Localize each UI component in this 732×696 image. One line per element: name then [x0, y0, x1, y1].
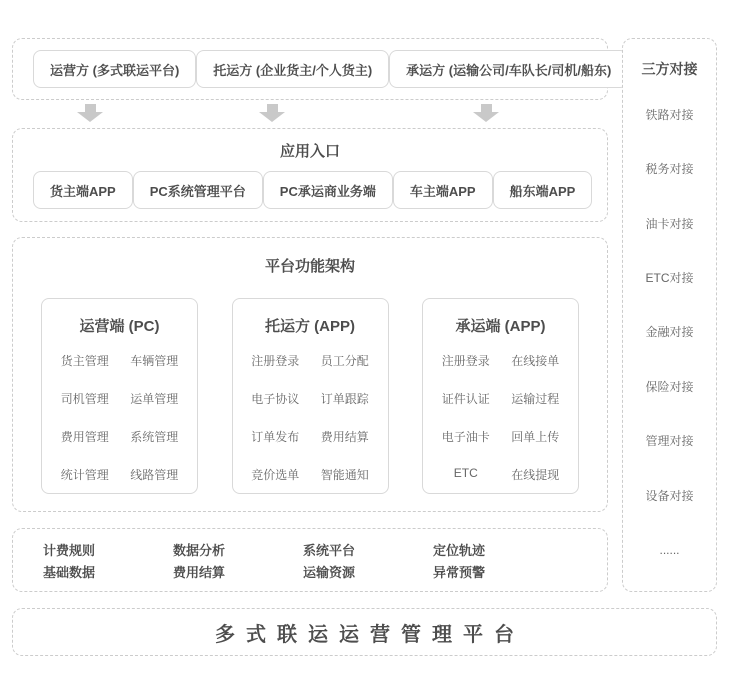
base-feature-item: 运输资源 — [303, 564, 356, 580]
feature-item: 智能通知 — [320, 468, 369, 482]
feature-item: 订单发布 — [251, 430, 300, 444]
feature-item: 车辆管理 — [130, 354, 179, 368]
base-feature-item: 异常预警 — [433, 564, 486, 580]
stakeholder-label: 托运方 (企业货主/个人货主) — [213, 62, 373, 78]
feature-item: 线路管理 — [130, 468, 179, 482]
feature-item: 统计管理 — [60, 468, 109, 482]
app-entry-label: 货主端APP — [50, 183, 116, 199]
integration-item: 铁路对接 — [645, 107, 694, 122]
down-arrow-icon — [473, 104, 499, 122]
platform-group-items — [233, 352, 388, 483]
base-features-section — [12, 528, 608, 592]
platform-groups-row — [13, 298, 607, 494]
stakeholder-box-carrier — [389, 50, 628, 88]
feature-item: 电子协议 — [251, 392, 300, 406]
stakeholder-box-operator — [33, 50, 196, 88]
app-entry-label: PC承运商业务端 — [279, 183, 376, 199]
feature-item: 在线接单 — [511, 354, 560, 368]
integrations-panel — [622, 38, 717, 592]
feature-item: 运输过程 — [511, 392, 560, 406]
platform-architecture-title: 平台功能架构 — [264, 258, 355, 275]
integrations-title: 三方对接 — [641, 61, 698, 77]
base-feature-item: 基础数据 — [43, 564, 96, 580]
feature-item: 回单上传 — [511, 430, 560, 444]
feature-item: 货主管理 — [60, 354, 109, 368]
platform-architecture-section — [12, 237, 608, 512]
app-entry-box — [393, 171, 493, 209]
platform-group-items — [42, 352, 197, 483]
integration-item: 油卡对接 — [645, 216, 694, 231]
stakeholders-section — [12, 38, 612, 100]
app-entry-box — [133, 171, 263, 209]
integration-item: 保险对接 — [645, 379, 694, 394]
integrations-list — [623, 87, 716, 577]
platform-group-shipper-app — [232, 298, 389, 494]
platform-group-operator-pc — [41, 298, 198, 494]
integration-item: 管理对接 — [645, 434, 694, 449]
feature-item: 系统管理 — [130, 430, 179, 444]
down-arrow-icon — [259, 104, 285, 122]
app-entry-label: PC系统管理平台 — [149, 183, 246, 199]
app-entry-title: 应用入口 — [279, 143, 340, 160]
platform-group-title: 承运端 (APP) — [455, 318, 546, 335]
feature-item: 在线提现 — [511, 468, 560, 482]
feature-item: 注册登录 — [251, 354, 300, 368]
feature-item: 注册登录 — [441, 354, 490, 368]
base-feature-item: 计费规则 — [43, 542, 96, 558]
app-entry-label: 车主端APP — [409, 183, 476, 199]
integration-item: 金融对接 — [645, 325, 694, 340]
feature-item: 证件认证 — [441, 392, 490, 406]
feature-item: 运单管理 — [130, 392, 179, 406]
feature-item: 费用结算 — [320, 430, 369, 444]
platform-group-title: 托运方 (APP) — [264, 318, 355, 335]
app-entry-box — [263, 171, 393, 209]
feature-item: ETC — [453, 466, 478, 480]
platform-group-items — [423, 352, 578, 483]
base-feature-item: 数据分析 — [173, 542, 226, 558]
stakeholder-label: 承运方 (运输公司/车队长/司机/船东) — [406, 62, 612, 78]
app-entry-box — [33, 171, 133, 209]
app-entry-section — [12, 128, 608, 222]
base-feature-item: 费用结算 — [173, 564, 226, 580]
feature-item: 员工分配 — [320, 354, 369, 368]
platform-group-title: 运营端 (PC) — [79, 318, 160, 335]
feature-item: 订单跟踪 — [320, 392, 369, 406]
feature-item: 电子油卡 — [441, 430, 490, 444]
down-arrow-icon — [77, 104, 103, 122]
feature-item: 竞价选单 — [251, 468, 300, 482]
footer-title: 多式联运运营管理平台 — [215, 623, 525, 646]
integration-item-ellipsis: ...... — [659, 542, 680, 557]
integration-item: 税务对接 — [645, 162, 694, 177]
base-feature-item: 系统平台 — [303, 542, 356, 558]
app-entry-row — [13, 171, 607, 209]
flow-arrows — [12, 104, 608, 122]
integration-item: 设备对接 — [645, 488, 694, 503]
feature-item: 司机管理 — [60, 392, 109, 406]
footer-banner — [12, 608, 717, 656]
stakeholder-box-shipper — [196, 50, 389, 88]
app-entry-label: 船东端APP — [509, 183, 576, 199]
platform-group-carrier-app — [422, 298, 579, 494]
stakeholder-label: 运营方 (多式联运平台) — [50, 62, 180, 78]
feature-item: 费用管理 — [60, 430, 109, 444]
integration-item: ETC对接 — [645, 271, 694, 286]
base-feature-item: 定位轨迹 — [433, 542, 486, 558]
app-entry-box — [493, 171, 593, 209]
